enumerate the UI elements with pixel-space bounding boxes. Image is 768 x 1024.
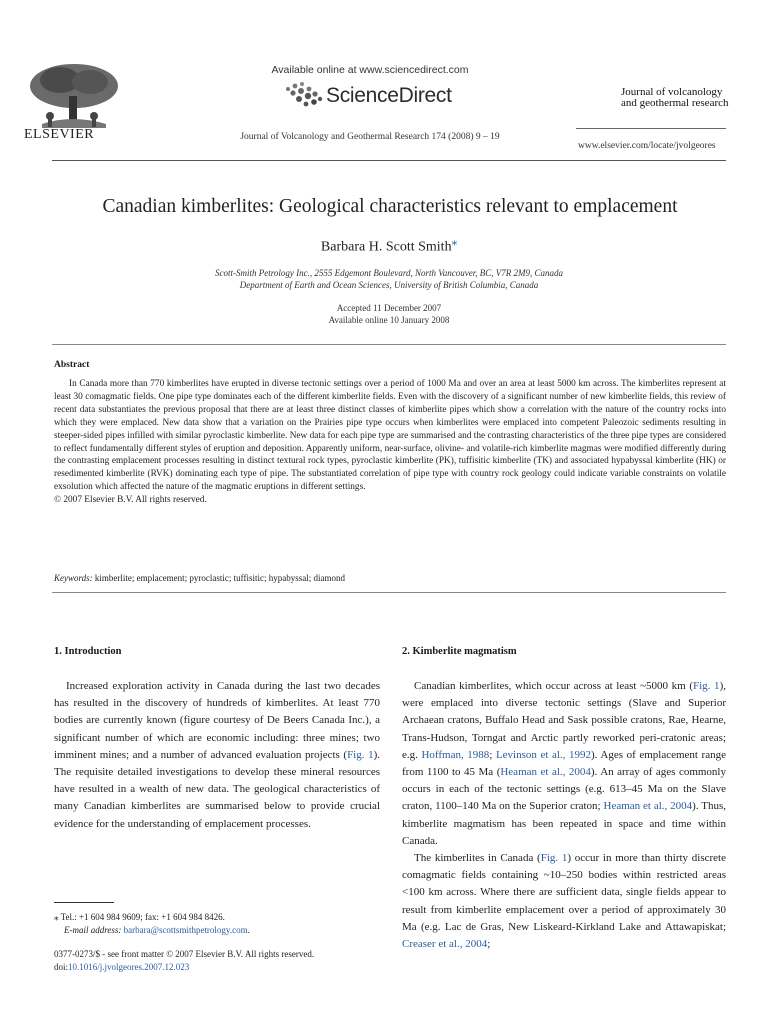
abstract-text: In Canada more than 770 kimberlites have erupted in diverse tectonic settings over a period of 1000 Ma and over an area at least 5000 km across. The kimberlites represent at least 30 comagmatic fields. One pipe type dominates each of the different kimberlite fields. Even with the discovery of a significant number of new kimberlite fields, this review of recent data substantiates the previous proposal that there are at least three distinct classes of kimberlite pipes which show a correlation with the nature of the country rocks into which they were emplaced. New data show that a variation on the Prairies pipe type occurs when kimberlites were emplaced into competent Paleozoic sediments resulting in steeper-sided pipes infilled with similar pyroclastic kimberlite. New data for each pipe type are summarised and the contrasting characteristics of the three pipe types are considered to reflect fundamentally different styles of eruption and deposition. Apparently uniform, near-surface, olivine- and volatile-rich kimberlite magmas were modified differently during the contrasting emplacement processes resulting in distinct textural rock types, pyroclastic kimberlite (PK), tuffisitic kimberlite (TK) and associated hypabyssal kimberlite (HK) or resedimented kimberlite (RVK) dominating each type of pipe. The substantiated correlation of pipe type with country rock geology could indicate variable constraints on volatile exsolution which affected the nature of the magmatic eruptions in different settings.: [54, 379, 726, 493]
section-2-paragraph-1: Canadian kimberlites, which occur across at least ~5000 km (Fig. 1), were emplaced into diverse tectonic settings (Slave and Superior Archaean cratons, Buffalo Head and Sask possible cratons, Rae, Hearne, Trans-Hudson, Torngat and Arctic partly reworked peri-cratonic areas; e.g. Hoffman, 1988; Levinson et al., 1992). Ages of emplacement range from 1100 to 45 Ma (Heaman et al., 2004). An array of ages commonly occurs in each of the tectonic settings (e.g. 613–45 Ma on the Slave craton, 1100–140 Ma on the Superior craton; Heaman et al., 2004). Thus, kimberlite magmatism has been repeated in space and time within Canada.: [402, 680, 726, 847]
ref-levinson-1992[interactable]: Levinson et al., 1992: [495, 748, 592, 761]
column-left: [54, 646, 380, 833]
sciencedirect-dots-icon: [282, 80, 324, 110]
journal-name-line2: and geothermal research: [621, 97, 729, 109]
sciencedirect-wordmark: ScienceDirect: [326, 84, 452, 107]
abstract-heading: Abstract: [54, 360, 90, 370]
abstract-top-rule: [52, 344, 726, 345]
issn-line: 0377-0273/$ - see front matter © 2007 Elsevier B.V. All rights reserved.: [54, 949, 315, 959]
available-online-text: Available online at www.sciencedirect.com: [271, 64, 469, 76]
doi-line: doi:10.1016/j.jvolgeores.2007.12.023: [54, 961, 190, 972]
journal-rule: [576, 128, 726, 129]
publisher-logo-text: ELSEVIER: [24, 127, 95, 142]
footnote-contact: ⁎ Tel.: +1 604 984 9609; fax: +1 604 984 8426.: [54, 912, 225, 922]
fig1-link[interactable]: Fig. 1: [693, 680, 720, 692]
keywords: [54, 573, 345, 583]
email-link[interactable]: barbara@scottsmithpetrology.com: [123, 924, 248, 935]
journal-url: www.elsevier.com/locate/jvolgeores: [578, 141, 716, 151]
article-title: Canadian kimberlites: Geological characteristics relevant to emplacement: [102, 196, 678, 217]
available-date: Available online 10 January 2008: [328, 315, 450, 325]
abstract-bottom-rule: [52, 592, 726, 593]
author-name: Barbara H. Scott Smith: [320, 239, 452, 255]
accepted-date: Accepted 11 December 2007: [336, 303, 442, 313]
article-author: [0, 235, 768, 256]
ref-heaman-2004[interactable]: Heaman et al., 2004: [500, 766, 591, 779]
author-footnote-link[interactable]: ⁎: [451, 236, 458, 248]
journal-citation: Journal of Volcanology and Geothermal Research 174 (2008) 9 – 19: [240, 132, 500, 142]
fig1-link[interactable]: Fig. 1: [347, 748, 374, 761]
header-divider: [52, 160, 726, 161]
keywords-label: Keywords:: [54, 573, 93, 583]
ref-hoffman-1988[interactable]: Hoffman, 1988: [421, 748, 490, 761]
footnote: [54, 911, 250, 936]
affiliation-2: Department of Earth and Ocean Sciences, University of British Columbia, Canada: [239, 280, 539, 290]
footnote-rule: [54, 902, 114, 903]
section-2-heading: 2. Kimberlite magmatism: [402, 646, 517, 657]
column-right: [402, 646, 726, 953]
affiliation-1: Scott-Smith Petrology Inc., 2555 Edgemont Boulevard, North Vancouver, BC, V7R 2M9, Canada: [214, 268, 564, 278]
article-dates: [0, 302, 768, 326]
journal-name-line1: Journal of volcanology: [621, 86, 723, 98]
doi-link[interactable]: 10.1016/j.jvolgeores.2007.12.023: [68, 961, 190, 972]
abstract-body: [54, 378, 726, 507]
ref-heaman-2004[interactable]: Heaman et al., 2004: [603, 800, 693, 813]
section-1-heading: 1. Introduction: [54, 646, 122, 657]
journal-name: [621, 87, 729, 109]
footnote-email: E-mail address: barbara@scottsmithpetrology.com.: [64, 924, 250, 935]
keywords-list: kimberlite; emplacement; pyroclastic; tuffisitic; hypabyssal; diamond: [92, 573, 345, 583]
ref-creaser-2004[interactable]: Creaser et al., 2004: [402, 938, 488, 951]
affiliations: [0, 267, 768, 291]
section-1-paragraph: Increased exploration activity in Canada during the last two decades has resulted in the discovery of hundreds of kimberlites. At least 770 bodies are currently known (figure courtesy of De Beers Canada Inc.), a significant number of which are economic including: three mines; two imminent mines; and a number of advanced evaluation projects (Fig. 1). The requisite detailed investigations to develop these mineral resources have resulted in a wealth of new data. The geological characteristics of many Canadian kimberlites are summarised below to provide crucial evidence for the understanding of emplacement processes.: [54, 680, 380, 830]
fig1-link[interactable]: Fig. 1: [540, 852, 568, 865]
page-footer: [54, 948, 314, 973]
section-2-paragraph-2: The kimberlites in Canada (Fig. 1) occur in more than thirty discrete comagmatic fields containing ~10–250 bodies within restricted areas <100 km across. Where there are sufficient data, single fields appear to result from kimberlite emplacement over a period of approximately 30 Ma (e.g. Lac de Gras, New Liskeard-Kirkland Lake and Attawapiskat; Creaser et al., 2004;: [402, 852, 726, 951]
abstract-copyright: © 2007 Elsevier B.V. All rights reserved.: [54, 495, 207, 506]
